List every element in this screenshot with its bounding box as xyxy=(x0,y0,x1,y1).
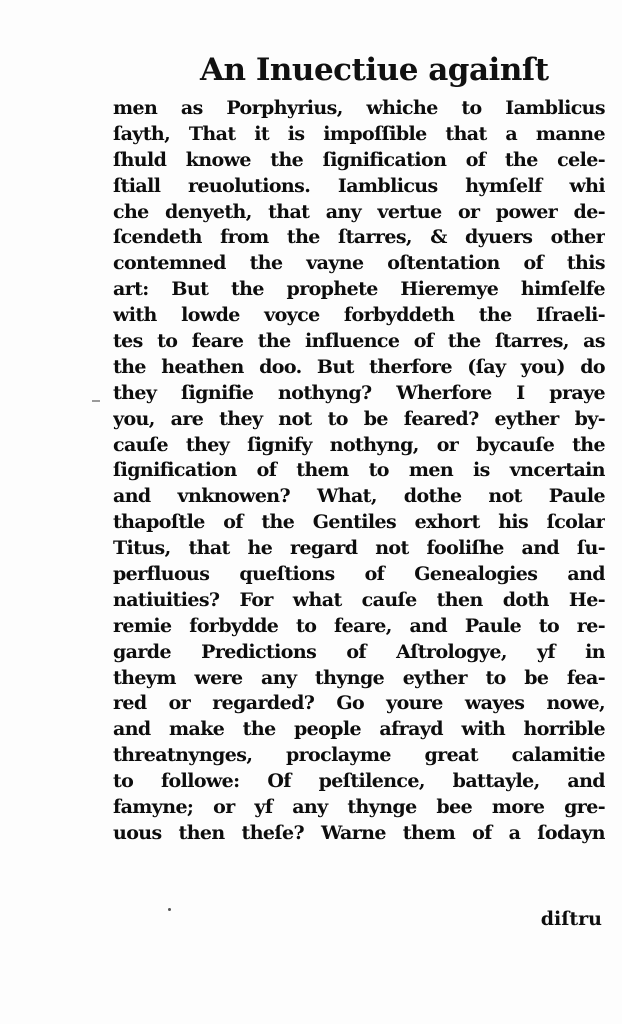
text-line: theym were any thynge eyther to be fea- xyxy=(113,666,605,689)
body-text xyxy=(113,96,605,847)
running-head: An Inuectiue againſt xyxy=(200,52,549,88)
text-line: che denyeth, that any vertue or power de- xyxy=(113,200,605,223)
text-line: remie forbydde to feare, and Paule to re- xyxy=(113,614,605,637)
text-line: tes to feare the influence of the ſtarres, as xyxy=(113,330,605,353)
text-line: thapoſtle of the Gentiles exhort his ſcolar xyxy=(113,511,605,534)
text-line: and make the people afrayd with horrible xyxy=(113,718,605,741)
text-line: they ſignifie nothyng? Wherfore I praye xyxy=(113,381,605,404)
text-line: art: But the prophete Hieremye himſelfe xyxy=(113,278,605,301)
text-line: to followe: Of peſtilence, battayle, and xyxy=(113,770,605,793)
text-line: ſtiall reuolutions. Iamblicus hymſelf whi xyxy=(113,174,605,197)
ink-dot xyxy=(168,908,171,911)
text-line: threatnynges, proclayme great calamitie xyxy=(113,744,605,767)
text-line: men as Porphyrius, whiche to Iamblicus xyxy=(113,97,605,119)
text-line: ſignification of them to men is vncertain xyxy=(113,459,605,482)
text-line: natiuities? For what cauſe then doth He- xyxy=(113,588,605,611)
text-line: ſcendeth from the ſtarres, & dyuers other xyxy=(113,226,605,249)
text-line: uous then theſe? Warne them of a ſodayn xyxy=(113,821,605,844)
text-line: famyne; or yf any thynge bee more gre- xyxy=(113,796,605,819)
text-line: ſhuld knowe the ſignification of the cele- xyxy=(113,148,605,171)
text-line: with lowde voyce forbyddeth the Iſraeli- xyxy=(113,304,605,327)
text-line: ſayth, That it is impoſſible that a manne xyxy=(113,122,605,145)
catchword: diſtru xyxy=(540,908,602,930)
text-line: contemned the vayne oſtentation of this xyxy=(113,252,605,275)
text-line: and vnknowen? What, dothe not Paule xyxy=(113,485,605,508)
text-line: the heathen doo. But therfore (ſay you) do xyxy=(113,355,605,378)
text-line: Titus, that he regard not fooliſhe and ſu- xyxy=(113,537,605,560)
text-line: you, are they not to be feared? eyther by- xyxy=(113,407,605,430)
text-line: perfluous queſtions of Genealogies and xyxy=(113,563,605,586)
text-line: garde Predictions of Aſtrologye, yf in xyxy=(113,640,605,663)
ink-mark xyxy=(92,400,100,402)
text-line: red or regarded? Go youre wayes nowe, xyxy=(113,692,605,715)
text-line: cauſe they ſignify nothyng, or bycauſe the xyxy=(113,433,605,456)
